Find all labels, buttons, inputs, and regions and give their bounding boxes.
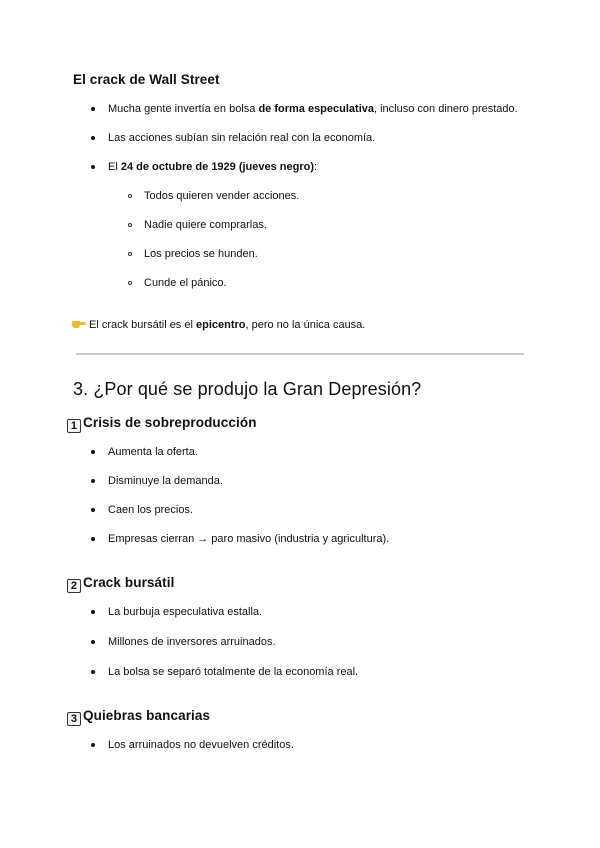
bullet-dot [91, 450, 95, 454]
list-item: Mucha gente invertía en bolsa de forma especulativa, incluso con dinero prestado. [108, 103, 518, 115]
bullet-dot [91, 670, 95, 674]
cause-heading-1: 1 Crisis de sobreproducción [67, 415, 257, 433]
list-item: Los arruinados no devuelven créditos. [108, 739, 294, 751]
note-line: El crack bursátil es el epicentro, pero no la única causa. [72, 318, 365, 332]
sub-bullet-circle [128, 252, 132, 256]
list-item: Empresas cierran → paro masivo (industria y agricultura). [108, 533, 390, 545]
list-item: Disminuye la demanda. [108, 475, 223, 487]
sub-list-item: Nadie quiere comprarlas. [144, 219, 267, 231]
bullet-dot [91, 610, 95, 614]
sub-list-item: Cunde el pánico. [144, 277, 227, 289]
list-item: La burbuja especulativa estalla. [108, 606, 263, 618]
list-item: Millones de inversores arruinados. [108, 636, 276, 648]
keycap-number-3-icon: 3 [67, 712, 81, 726]
list-item: Caen los precios. [108, 504, 193, 516]
sub-list-item: Todos quieren vender acciones. [144, 190, 300, 202]
section-title: 3. ¿Por qué se produjo la Gran Depresión? [73, 379, 422, 399]
bullet-dot [91, 479, 95, 483]
pointing-hand-icon [72, 319, 86, 329]
bullet-dot [91, 107, 95, 111]
cause-heading-3: 3 Quiebras bancarias [67, 708, 210, 726]
keycap-number-2-icon: 2 [67, 579, 81, 593]
sub-list-item: Los precios se hunden. [144, 248, 258, 260]
cause-heading-2: 2 Crack bursátil [67, 575, 174, 593]
bullet-dot [91, 743, 95, 747]
sub-bullet-circle [128, 281, 132, 285]
list-item: El 24 de octubre de 1929 (jueves negro): [108, 161, 318, 173]
sub-bullet-circle [128, 223, 132, 227]
section-heading-wall-street: El crack de Wall Street [73, 72, 220, 87]
sub-bullet-circle [128, 194, 132, 198]
bullet-dot [91, 165, 95, 169]
bullet-dot [91, 508, 95, 512]
bullet-dot [91, 640, 95, 644]
list-item: Aumenta la oferta. [108, 446, 198, 458]
bullet-dot [91, 537, 95, 541]
keycap-number-1-icon: 1 [67, 419, 81, 433]
bullet-dot [91, 136, 95, 140]
list-item: Las acciones subían sin relación real con la economía. [108, 132, 376, 144]
list-item: La bolsa se separó totalmente de la economía real. [108, 666, 359, 678]
horizontal-divider [76, 353, 524, 355]
